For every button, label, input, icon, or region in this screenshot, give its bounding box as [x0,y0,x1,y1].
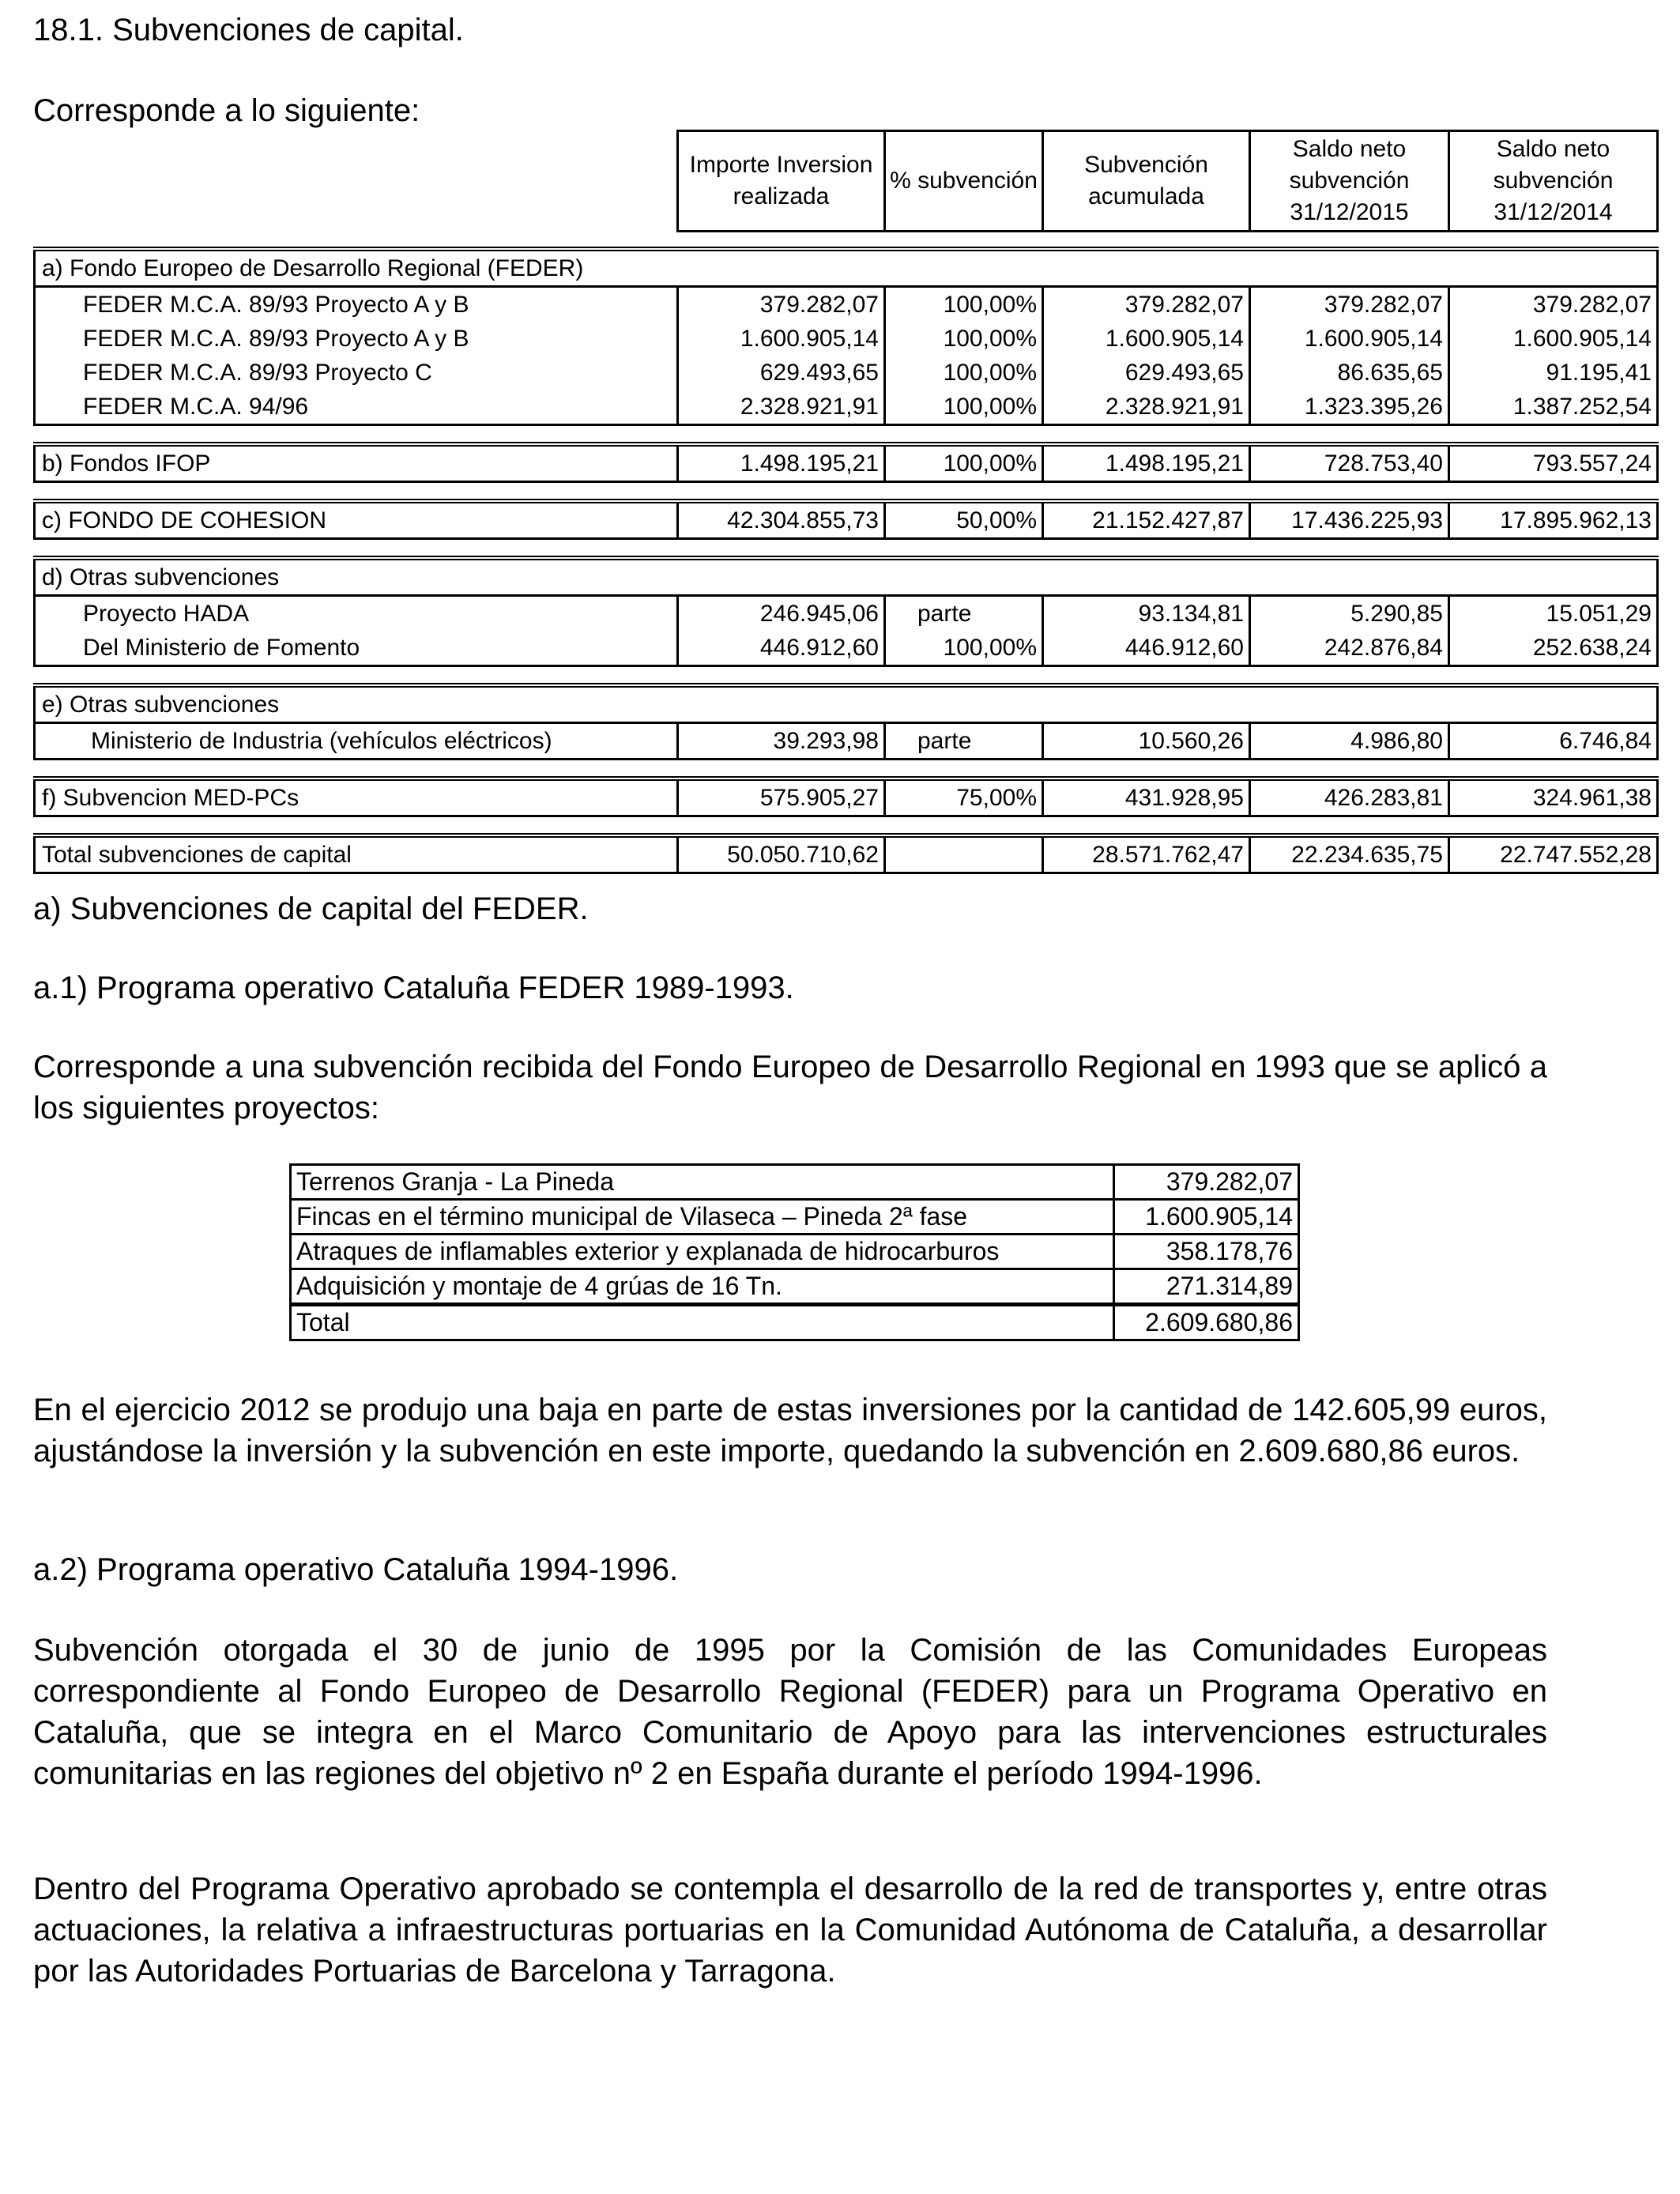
row-label: FEDER M.C.A. 89/93 Proyecto C [35,356,678,390]
paragraph-a2-2: Dentro del Programa Operativo aprobado se contempla el desarrollo de la red de transportes y, entre otras actuaciones, la relativa a infraestructuras portuarias en la Comunidad Autónoma de Cataluña, a desarrollar por las Autoridades Portuarias de Barcelona y Tarragona. [33,1872,1547,1989]
project-value: 1.600.905,14 [1114,1200,1299,1235]
cell-pct: 50,00% [885,501,1043,539]
cell-acumulada: 28.571.762,47 [1043,835,1250,873]
cell-pct [885,835,1043,873]
spacer-cell [35,425,1658,445]
project-label: Terrenos Granja - La Pineda [291,1165,1114,1200]
row-label: f) Subvencion MED-PCs [35,778,678,816]
paragraph-2012: En el ejercicio 2012 se produjo una baja en parte de estas inversiones por la cantidad de 142.605,99 euros, ajustándose la inversión y la subvención en este importe, quedando la subvención en 2.609.680,86 euros. [33,1393,1547,1468]
group-spacer [35,539,1658,559]
cell-saldo2015: 86.635,65 [1250,356,1449,390]
table-row [35,723,1658,760]
cell-importe: 446.912,60 [678,631,885,666]
cell-saldo2015: 22.234.635,75 [1250,835,1449,873]
row-label: Proyecto HADA [35,596,678,631]
group-spacer [35,760,1658,779]
table-row [35,778,1658,816]
row-label: FEDER M.C.A. 94/96 [35,390,678,425]
cell-importe: 50.050.710,62 [678,835,885,873]
spacer-cell [35,666,1658,686]
table-row [35,501,1658,539]
project-value: 358.178,76 [1114,1235,1299,1269]
cell-saldo2014: 91.195,41 [1449,356,1658,390]
spacer-cell [35,816,1658,836]
cell-saldo2014: 22.747.552,28 [1449,835,1658,873]
spacer-cell [35,760,1658,779]
paragraph-a1: Corresponde a una subvención recibida del Fondo Europeo de Desarrollo Regional en 1993 que se aplicó a los siguientes proyectos: [33,1050,1547,1125]
cell-saldo2014: 379.282,07 [1449,287,1658,322]
table-row [35,631,1658,666]
cell-saldo2015: 17.436.225,93 [1250,501,1449,539]
cell-importe: 246.945,06 [678,596,885,631]
cell-saldo2015: 1.600.905,14 [1250,322,1449,356]
table-row [35,390,1658,425]
cell-acumulada: 10.560,26 [1043,723,1250,760]
cell-saldo2014: 17.895.962,13 [1449,501,1658,539]
group-spacer [35,482,1658,502]
table-row [35,835,1658,873]
row-label: b) Fondos IFOP [35,444,678,482]
projects-total-value: 2.609.680,86 [1114,1305,1299,1340]
cell-acumulada: 1.498.195,21 [1043,444,1250,482]
cell-acumulada: 379.282,07 [1043,287,1250,322]
cell-saldo2014: 1.387.252,54 [1449,390,1658,425]
paragraph-a2-1: Subvención otorgada el 30 de junio de 1995 por la Comisión de las Comunidades Europeas correspondiente al Fondo Europeo de Desarrollo Regional (FEDER) para un Programa Operativo en Cataluña, que se integra en el Marco Comunitario de Apoyo para las intervenciones estructurales comunitarias en las regiones del objetivo nº 2 en España durante el período 1994-1996. [33,1633,1547,1791]
cell-acumulada: 2.328.921,91 [1043,390,1250,425]
group-spacer [35,666,1658,686]
table-row [35,596,1658,631]
cell-importe: 2.328.921,91 [678,390,885,425]
cell-pct: 100,00% [885,356,1043,390]
table-row [35,444,1658,482]
cell-acumulada: 629.493,65 [1043,356,1250,390]
cell-acumulada: 446.912,60 [1043,631,1250,666]
header-saldo-2015: Saldo neto subvención 31/12/2015 [1250,131,1449,232]
intro-text: Corresponde a lo siguiente: [33,93,420,128]
cell-importe: 379.282,07 [678,287,885,322]
project-row [291,1165,1299,1200]
project-label: Atraques de inflamables exterior y explanada de hidrocarburos [291,1235,1114,1269]
row-label: FEDER M.C.A. 89/93 Proyecto A y B [35,322,678,356]
row-label: Ministerio de Industria (vehículos eléctricos) [35,723,678,760]
projects-total-label: Total [291,1305,1114,1340]
projects-table [289,1163,1300,1341]
row-label: FEDER M.C.A. 89/93 Proyecto A y B [35,287,678,322]
project-row [291,1235,1299,1269]
cell-pct: 100,00% [885,631,1043,666]
cell-pct: parte [885,596,1043,631]
cell-acumulada: 93.134,81 [1043,596,1250,631]
cell-saldo2014: 793.557,24 [1449,444,1658,482]
header-spacer [35,232,1658,250]
cell-pct: parte [885,723,1043,760]
heading-a1: a.1) Programa operativo Cataluña FEDER 1989-1993. [33,971,794,1005]
cell-saldo2015: 242.876,84 [1250,631,1449,666]
group-spacer [35,816,1658,836]
cell-importe: 39.293,98 [678,723,885,760]
cell-importe: 42.304.855,73 [678,501,885,539]
project-label: Adquisición y montaje de 4 grúas de 16 Tn. [291,1269,1114,1305]
cell-importe: 629.493,65 [678,356,885,390]
table-body [35,232,1658,873]
header-importe: Importe Inversion realizada [678,131,885,232]
cell-acumulada: 1.600.905,14 [1043,322,1250,356]
cell-importe: 1.498.195,21 [678,444,885,482]
spacer-cell [35,482,1658,502]
projects-body [291,1165,1299,1340]
cell-pct: 100,00% [885,444,1043,482]
spacer-cell [35,539,1658,559]
project-value: 379.282,07 [1114,1165,1299,1200]
project-value: 271.314,89 [1114,1269,1299,1305]
projects-total-row [291,1305,1299,1340]
cell-saldo2015: 5.290,85 [1250,596,1449,631]
group-header-row [35,558,1658,596]
project-row [291,1200,1299,1235]
group-header-row [35,249,1658,287]
row-label: Total subvenciones de capital [35,835,678,873]
cell-acumulada: 21.152.427,87 [1043,501,1250,539]
group-label: d) Otras subvenciones [35,558,1658,596]
subvenciones-table [33,130,1659,874]
cell-pct: 100,00% [885,287,1043,322]
header-saldo-2014: Saldo neto subvención 31/12/2014 [1449,131,1658,232]
cell-saldo2015: 379.282,07 [1250,287,1449,322]
project-label: Fincas en el término municipal de Vilaseca – Pineda 2ª fase [291,1200,1114,1235]
cell-importe: 575.905,27 [678,778,885,816]
table-row [35,322,1658,356]
project-row [291,1269,1299,1305]
group-header-row [35,685,1658,723]
cell-saldo2014: 15.051,29 [1449,596,1658,631]
cell-saldo2014: 1.600.905,14 [1449,322,1658,356]
spacer-cell [35,232,1658,250]
cell-acumulada: 431.928,95 [1043,778,1250,816]
cell-saldo2015: 1.323.395,26 [1250,390,1449,425]
cell-saldo2014: 252.638,24 [1449,631,1658,666]
cell-saldo2015: 4.986,80 [1250,723,1449,760]
cell-saldo2015: 728.753,40 [1250,444,1449,482]
table-row [35,356,1658,390]
cell-saldo2015: 426.283,81 [1250,778,1449,816]
cell-pct: 75,00% [885,778,1043,816]
cell-pct: 100,00% [885,322,1043,356]
cell-pct: 100,00% [885,390,1043,425]
header-acumulada: Subvención acumulada [1043,131,1250,232]
group-label: a) Fondo Europeo de Desarrollo Regional (FEDER) [35,249,1658,287]
heading-a: a) Subvenciones de capital del FEDER. [33,892,589,926]
section-title: 18.1. Subvenciones de capital. [33,13,464,47]
header-blank [35,131,678,232]
row-label: Del Ministerio de Fomento [35,631,678,666]
header-pct: % subvención [885,131,1043,232]
table-row [35,287,1658,322]
group-label: e) Otras subvenciones [35,685,1658,723]
cell-saldo2014: 6.746,84 [1449,723,1658,760]
cell-importe: 1.600.905,14 [678,322,885,356]
group-spacer [35,425,1658,445]
heading-a2: a.2) Programa operativo Cataluña 1994-1996. [33,1552,679,1587]
cell-saldo2014: 324.961,38 [1449,778,1658,816]
row-label: c) FONDO DE COHESION [35,501,678,539]
